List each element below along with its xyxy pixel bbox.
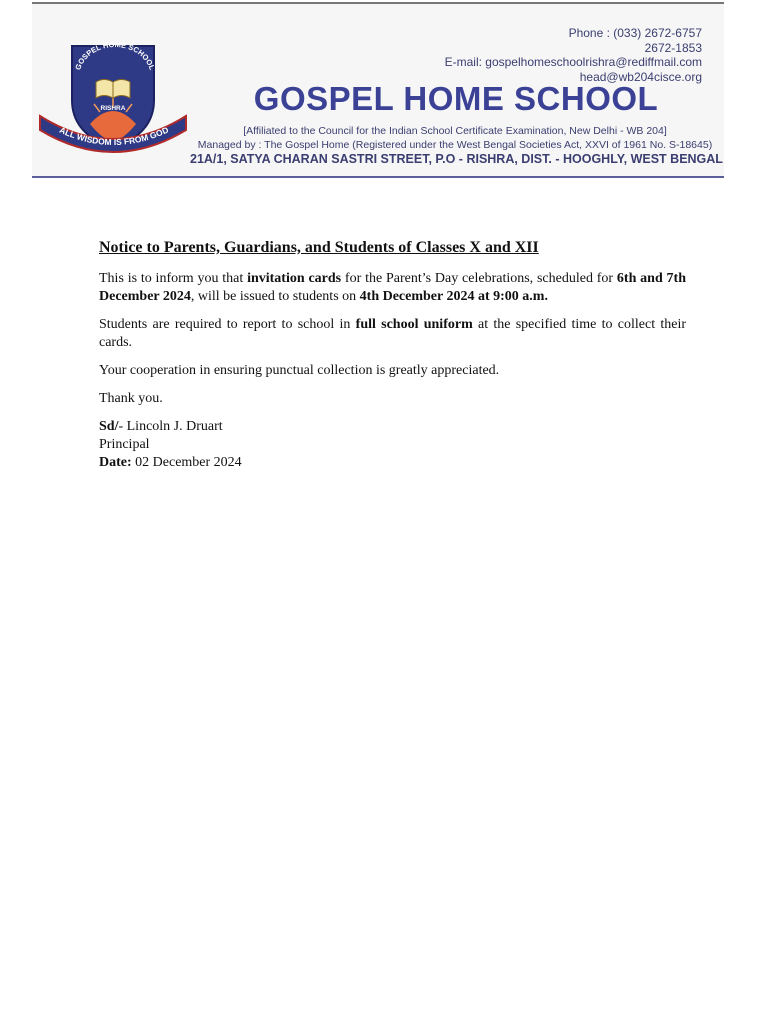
p1-text-3: , will be issued to students on [190, 289, 360, 304]
signatory-name: - Lincoln J. Druart [118, 419, 223, 434]
crest-top-text: GOSPEL HOME SCHOOL [73, 39, 157, 72]
letterhead [32, 2, 724, 178]
crest-place-text: RISHRA [100, 105, 126, 112]
email-line: E-mail: gospelhomeschoolrishra@rediffmail.com [444, 55, 702, 69]
notice-paragraph-2 [99, 316, 686, 352]
phone-line-2: 2672-1853 [644, 40, 702, 55]
notice-body [99, 238, 686, 472]
notice-title: Notice to Parents, Guardians, and Students of Classes X and XII [99, 239, 539, 256]
notice-paragraph-1 [99, 270, 686, 306]
notice-date: 02 December 2024 [131, 455, 242, 470]
notice-paragraph-3: Your cooperation in ensuring punctual collection is greatly appreciated. [99, 363, 500, 378]
p1-text-1: This is to inform you that [99, 271, 248, 286]
phone-line: Phone : (033) 2672-6757 [568, 26, 702, 40]
affiliation-line: [Affiliated to the Council for the Indian School Certificate Examination, New Delhi - WB 204] [243, 125, 667, 137]
date-line [99, 454, 686, 472]
school-name: GOSPEL HOME SCHOOL [253, 80, 659, 117]
p1-bold-invitation: invitation cards [247, 271, 342, 286]
crest-motto-text: ALL WISDOM IS FROM GOD [57, 124, 170, 148]
notice-paragraph-4: Thank you. [99, 391, 163, 406]
email-line-2: head@wb204cisce.org [579, 69, 702, 84]
p2-text-2: at the specified time to collect their cards. [99, 317, 686, 350]
p1-bold-issue-date: 4th December 2024 at 9:00 a.m. [359, 289, 548, 304]
school-address: 21A/1, SATYA CHARAN SASTRI STREET, P.O - RISHRA, DIST. - HOOGHLY, WEST BENGAL [190, 152, 723, 166]
p1-bold-dates: 6th and 7th December 2024 [99, 271, 686, 304]
signatory-role: Principal [99, 437, 150, 452]
date-label: Date: [99, 455, 132, 470]
p1-text-2: for the Parent’s Day celebrations, scheduled for [341, 271, 617, 286]
p2-bold-uniform: full school uniform [355, 317, 473, 332]
sd-label: Sd/ [99, 419, 119, 434]
school-crest-logo [38, 38, 188, 162]
signature-block [99, 418, 686, 472]
p2-text-1: Students are required to report to school in [99, 317, 356, 332]
managed-by-line: Managed by : The Gospel Home (Registered under the West Bengal Societies Act, XXVI of 1961 No. S-18645) [197, 139, 713, 151]
signature-line [99, 418, 686, 436]
contact-block [445, 26, 702, 84]
